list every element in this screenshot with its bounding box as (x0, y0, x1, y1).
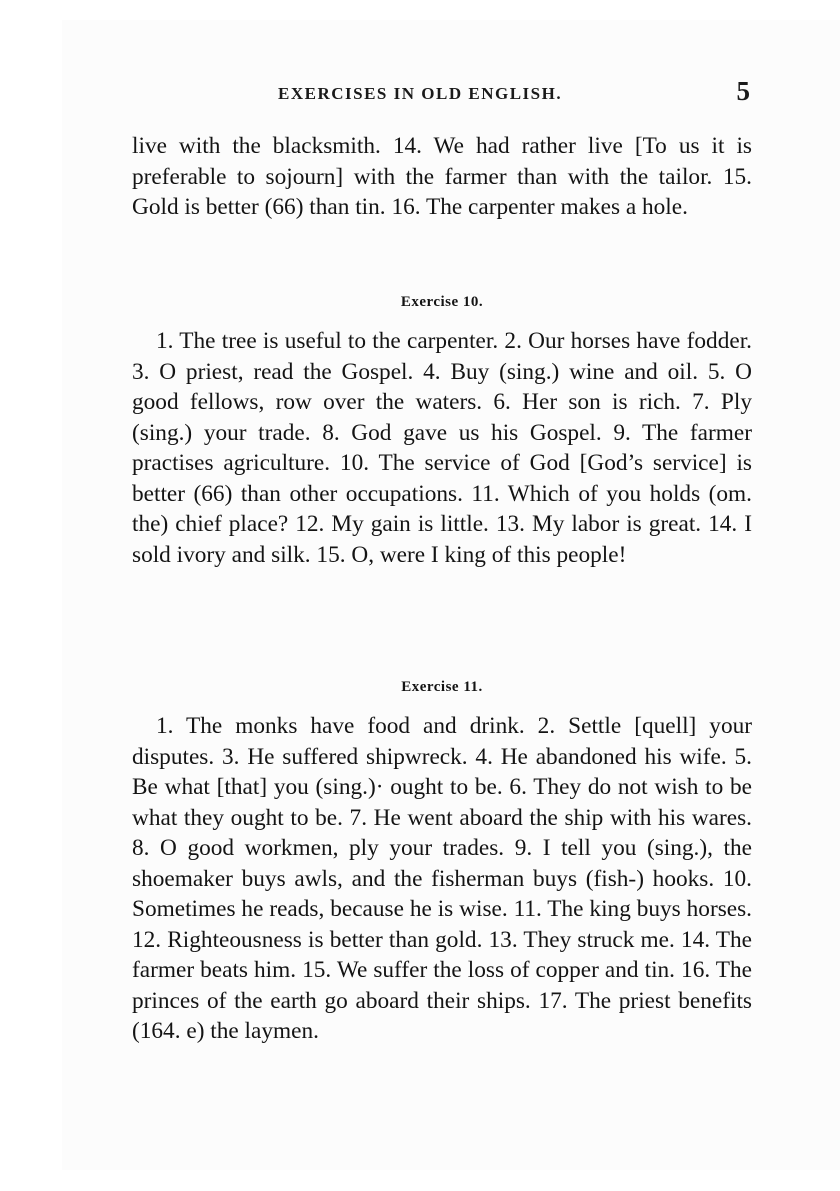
page-header (132, 76, 752, 110)
exercise-11-section (132, 677, 752, 1047)
exercise-11-text: 1. The monks have food and drink. 2. Settle [quell] your disputes. 3. He suffered shipwreck. 4. He abandoned his wife. 5. Be what [that] you (sing.)· ought to be. 6. They do not wish to be what they ought to be. 7. He went aboard the ship with his wares. 8. O good workmen, ply your trades. 9. I tell you (sing.), the shoemaker buys awls, and the fisherman buys (fish-) hooks. 10. Sometimes he reads, because he is wise. 11. The king buys horses. 12. Righteousness is better than gold. 13. They struck me. 14. The farmer beats him. 15. We suffer the loss of copper and tin. 16. The princes of the earth go aboard their ships. 17. The priest benefits (164. e) the laymen. (132, 713, 752, 1044)
exercise-10-text: 1. The tree is useful to the carpenter. 2. Our horses have fodder. 3. O priest, read the Gospel. 4. Buy (sing.) wine and oil. 5. O good fellows, row over the waters. 6. Her son is rich. 7. Ply (sing.) your trade. 8. God gave us his Gospel. 9. The farmer practises agriculture. 10. The service of God [God’s service] is better (66) than other occupations. 11. Which of you holds (om. the) chief place? 12. My gain is little. 13. My labor is great. 14. I sold ivory and silk. 15. O, were I king of this people! (132, 328, 752, 568)
exercise-10-section (132, 292, 752, 570)
running-head: EXERCISES IN OLD ENGLISH. (278, 84, 563, 103)
exercise-10-heading: Exercise 10. (400, 294, 484, 310)
continuation-paragraph: live with the blacksmith. 14. We had rather live [To us it is preferable to sojourn] with the farmer than with the tailor. 15. Gold is better (66) than tin. 16. The carpenter makes a hole. (132, 133, 752, 220)
exercise-11-heading: Exercise 11. (401, 679, 483, 695)
page-number: 5 (736, 76, 750, 106)
